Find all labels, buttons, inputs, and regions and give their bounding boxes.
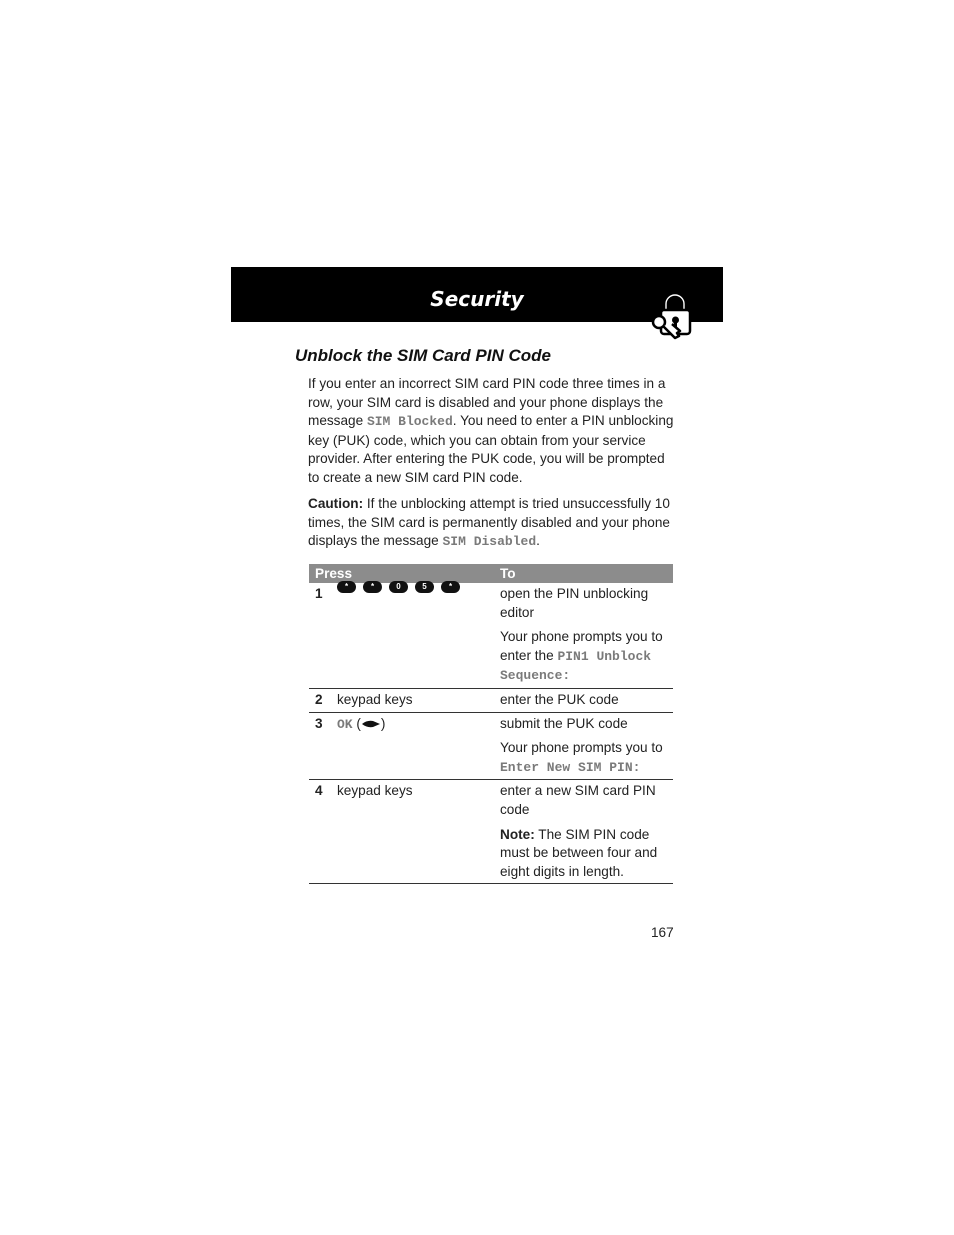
intro-paragraph bbox=[308, 375, 678, 488]
note-text-2: : bbox=[562, 668, 571, 684]
step-action-text: open the PIN unblocking editor bbox=[500, 586, 649, 620]
sim-disabled-message: SIM Disabled bbox=[442, 534, 537, 550]
enter-new-sim-pin-message: Enter New SIM PIN bbox=[500, 759, 633, 775]
sim-blocked-message: SIM Blocked bbox=[366, 414, 453, 430]
ok-softkey-label: OK bbox=[337, 716, 353, 732]
step-number: 1 bbox=[315, 586, 323, 601]
keypad-key-icon: * bbox=[363, 581, 382, 593]
press-close-paren: ) bbox=[380, 715, 386, 731]
step-action-text: enter a new SIM card PIN code bbox=[500, 783, 656, 817]
page-title: Security bbox=[430, 287, 524, 311]
steps-table bbox=[309, 564, 673, 884]
section-title: Unblock the SIM Card PIN Code bbox=[295, 346, 551, 365]
caution-text-2: . bbox=[536, 533, 540, 549]
table-row bbox=[309, 583, 673, 689]
table-row bbox=[309, 713, 673, 781]
note-text-1: Your phone prompts you to enter the bbox=[500, 629, 663, 663]
keypad-key-icon: 0 bbox=[389, 581, 408, 593]
step-press: keypad keys bbox=[337, 691, 413, 707]
note-text-2: : bbox=[632, 759, 641, 775]
pin1-unblock-message: PIN1 Unblock Sequence bbox=[500, 648, 652, 684]
column-header-press: Press bbox=[315, 566, 353, 581]
keypad-key-icon: * bbox=[337, 581, 356, 593]
caution-paragraph bbox=[308, 495, 678, 552]
keypad-key-icon: 5 bbox=[415, 581, 434, 593]
step-action-text: enter the PUK code bbox=[500, 691, 619, 707]
intro-text-1: If you enter an incorrect SIM card PIN code three times in a row, your SIM card is disabled and your phone displays the message bbox=[308, 376, 666, 429]
note-text: The SIM PIN code must be between four and eight digits in length. bbox=[500, 826, 658, 879]
step-action-text: submit the PUK code bbox=[500, 715, 628, 731]
step-press: keypad keys bbox=[337, 783, 413, 799]
step-action bbox=[500, 780, 670, 883]
step-press bbox=[337, 715, 385, 735]
table-row bbox=[309, 780, 673, 884]
step-action-note bbox=[500, 739, 670, 777]
note-label: Note: bbox=[500, 826, 535, 842]
step-number: 2 bbox=[315, 691, 323, 707]
step-action-note bbox=[500, 826, 670, 882]
right-softkey-icon bbox=[361, 719, 381, 729]
caution-label: Caution: bbox=[308, 496, 364, 511]
step-action-note bbox=[500, 628, 670, 686]
column-header-to: To bbox=[500, 566, 516, 581]
keypad-key-icon: * bbox=[441, 581, 460, 593]
step-number: 4 bbox=[315, 783, 323, 799]
caution-text-1: If the unblocking attempt is tried unsuccessfully 10 times, the SIM card is permanently disabled and your phone displays the message bbox=[308, 496, 670, 549]
step-action bbox=[500, 583, 670, 688]
page-number: 167 bbox=[651, 925, 674, 940]
press-open-paren: ( bbox=[352, 715, 361, 731]
key-sequence bbox=[337, 581, 460, 593]
lock-key-icon bbox=[650, 294, 700, 342]
table-row bbox=[309, 689, 673, 713]
note-text-1: Your phone prompts you to bbox=[500, 740, 663, 756]
step-action bbox=[500, 713, 670, 780]
step-number: 3 bbox=[315, 715, 323, 731]
step-action bbox=[500, 689, 670, 712]
intro-text-2: . You need to enter a PIN unblocking key (PUK) code, which you can obtain from your service provider. After entering the PUK code, you will be prompted to create a new SIM card PIN code. bbox=[308, 413, 674, 485]
